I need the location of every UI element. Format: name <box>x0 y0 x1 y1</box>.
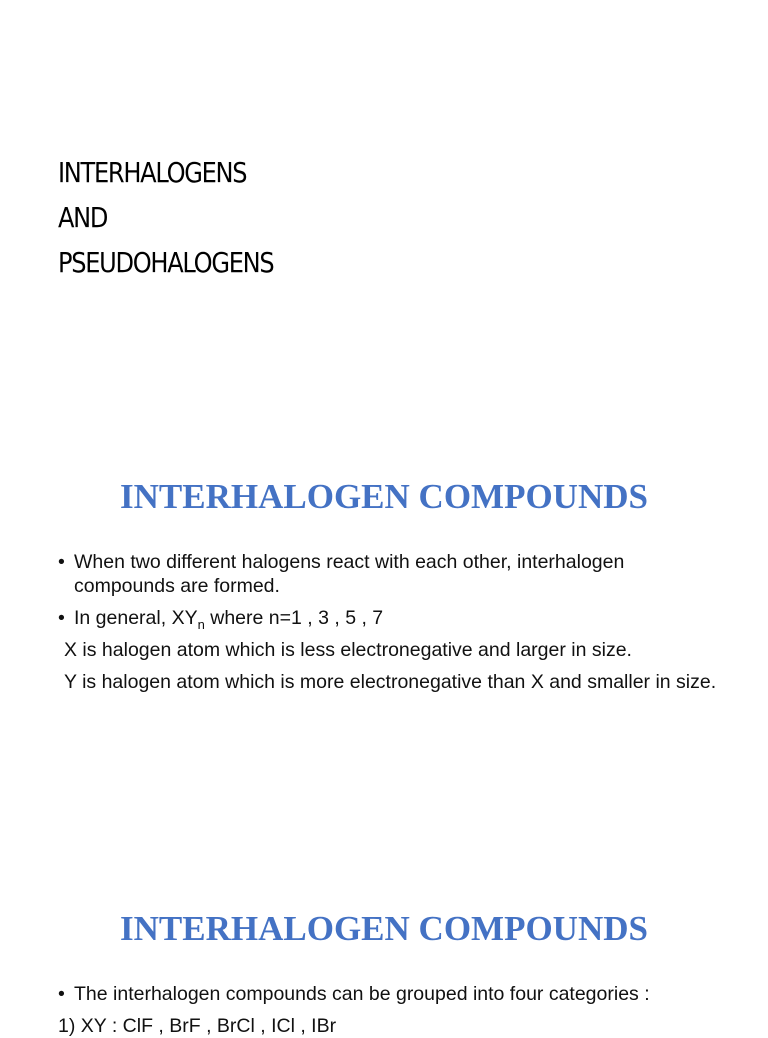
title-line-3: PSEUDOHALOGENS <box>58 246 274 279</box>
bullet-icon: • <box>58 983 65 1005</box>
slide-heading: INTERHALOGEN COMPOUNDS <box>120 477 648 516</box>
bullet-item <box>58 982 718 1006</box>
definition-x: X is halogen atom which is less electronegative and larger in size. <box>64 639 632 661</box>
presentation-title <box>58 150 273 285</box>
definition-y: Y is halogen atom which is more electronegative than X and smaller in size. <box>64 671 717 693</box>
formula-suffix: where n=1 , 3 , 5 , 7 <box>204 607 384 629</box>
slide-body <box>58 550 718 702</box>
category-list-item-partial: 1) XY : ClF , BrF , BrCl , ICl , IBr <box>58 1015 337 1037</box>
slide-title <box>0 0 768 432</box>
slide-interhalogen-definition <box>0 432 768 864</box>
slide-interhalogen-categories <box>0 864 768 1037</box>
title-line-1: INTERHALOGENS <box>58 156 247 189</box>
formula-prefix: In general, XY <box>74 607 198 629</box>
slide-body <box>58 982 718 1014</box>
bullet-icon: • <box>58 607 65 629</box>
title-line-2: AND <box>58 201 108 234</box>
bullet-text: The interhalogen compounds can be grouped into four categories : <box>74 983 650 1005</box>
bullet-item <box>58 606 718 630</box>
bullet-item <box>58 550 718 598</box>
formula-subscript: n <box>197 616 205 632</box>
bullet-text: When two different halogens react with each other, interhalogen compounds are formed. <box>74 551 625 597</box>
bullet-icon: • <box>58 551 65 573</box>
slide-heading: INTERHALOGEN COMPOUNDS <box>120 909 648 948</box>
